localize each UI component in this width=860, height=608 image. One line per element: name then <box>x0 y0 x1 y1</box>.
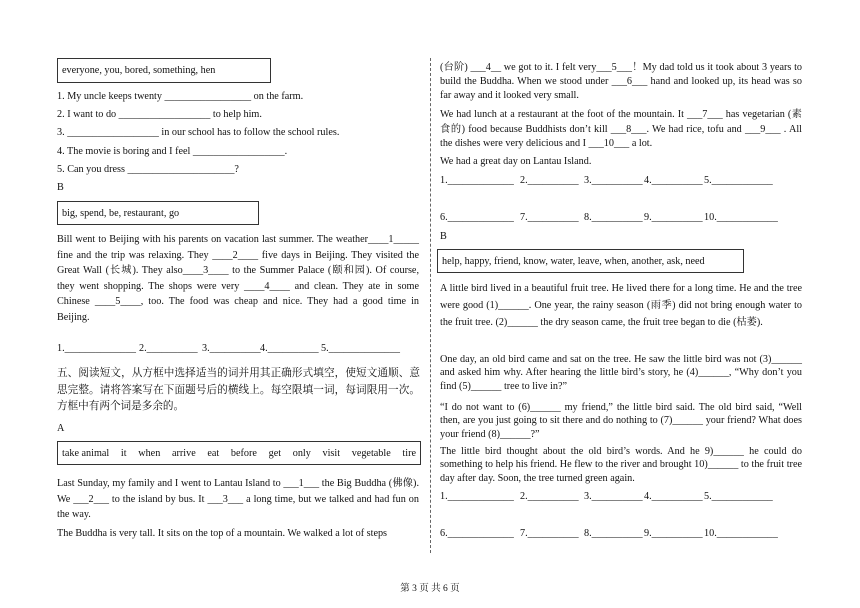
passage-a-part-2: The Buddha is very tall. It sits on the top of a mountain. We walked a lot of steps <box>57 528 388 539</box>
answer-blank: 2.__________ <box>520 491 579 502</box>
word-item: vegetable <box>351 447 391 459</box>
passage-b-part-2: One day, an old bird came and sat on the tree. He saw the little bird was not (3)______ and asked him why. After hearing the little bird’s story, he (4)______, “Why don’t you find (5)______ tree to live in?” <box>440 354 802 392</box>
answer-blank: 3.__________ <box>584 175 643 186</box>
answer-blank: 10.____________ <box>704 212 778 223</box>
answer-blank: 4.__________ <box>644 491 703 502</box>
word-box-4 <box>437 249 744 273</box>
answer-blank: 2.__________ <box>520 175 579 186</box>
passage-b-part-3: “I do not want to (6)______ my friend,” the little bird said. The old bird said, “Well then, are you just going to sit there and do nothing to (7)______ your friend? What does your friend (8)______?” <box>440 402 802 440</box>
answer-blank: 10.____________ <box>704 528 778 539</box>
answer-blank: 5.____________ <box>704 175 773 186</box>
answer-blank: 8.__________ <box>584 212 643 223</box>
passage-b: Bill went to Beijing with his parents on vacation last summer. The weather____1_____ fine and the trip was relaxing. They ____2____ five days in Beijing. They visited the Great Wall (长城). They also____3____ to the Summer Palace (颐和园). Of course, they went shopping. The shops were very ____4____ and clean. They ate in some Chinese ____5____, too. The food was cheap and nice. They had a good time in Beijing. <box>57 234 419 323</box>
section-b-label-right: B <box>440 231 447 242</box>
passage-a-part-5: We had a great day on Lantau Island. <box>440 156 592 167</box>
word-item: eat <box>207 447 220 459</box>
question-2: 2. I want to do __________________ to help him. <box>57 109 262 120</box>
word-item: only <box>292 447 311 459</box>
answer-blank: 6._____________ <box>440 528 514 539</box>
word-item: visit <box>322 447 341 459</box>
word-item: it <box>120 447 127 459</box>
answer-blank: 3.__________ <box>584 491 643 502</box>
answer-blank: 3.__________ <box>202 343 261 354</box>
word-box-1 <box>57 58 271 83</box>
passage-b-part-1: A little bird lived in a beautiful fruit tree. He lived there for a long time. He and the tree were good (1)______. One year, the rainy season (雨季) did not bring enough water to the fruit tree. (2)______ the dry season came, the fruit tree began to die (枯萎). <box>440 283 802 328</box>
answer-blank: 5.____________ <box>704 491 773 502</box>
word-box-1-text: everyone, you, bored, something, hen <box>62 65 216 76</box>
answer-blank: 8.__________ <box>584 528 643 539</box>
word-item: arrive <box>171 447 196 459</box>
word-box-2-text: big, spend, be, restaurant, go <box>62 207 180 219</box>
page-footer: 第 3 页 共 6 页 <box>400 584 460 594</box>
answer-blank: 5.______________ <box>321 343 400 354</box>
passage-a-part-4: We had lunch at a restaurant at the foot of the mountain. It ___7___ has vegetarian (素食的) food because Buddhists don’t kill ___8___. We had rice, tofu and ___9___ . All the dishes were very delicious and I ___10___ a lot. <box>440 109 802 149</box>
column-divider <box>430 58 431 553</box>
answer-blank: 9.__________ <box>644 528 703 539</box>
word-item: when <box>138 447 161 459</box>
section-a-label: A <box>57 423 65 434</box>
section-5-heading: 五、阅读短文，从方框中选择适当的词并用其正确形式填空，使短文通顺、意思完整。请将答案写在下面题号后的横线上。每空限填一词，每词限用一次。方框中有两个词是多余的。 <box>57 367 420 412</box>
section-b-label: B <box>57 182 64 193</box>
answer-blank: 9.__________ <box>644 212 703 223</box>
answer-blank: 1._____________ <box>440 491 514 502</box>
answer-blank: 7.__________ <box>520 212 579 223</box>
word-item: tire <box>402 447 416 459</box>
word-box-4-text: help, happy, friend, know, water, leave, when, another, ask, need <box>442 255 705 267</box>
passage-b-part-4: The little bird thought about the old bird’s words. And he 9)______ he could do something to help his friend. He flew to the river and brought 10)______ to the fruit tree day after day. Soon, the tree turned green again. <box>440 446 802 484</box>
passage-a-part-3: (台阶) ___4__ we got to it. I felt very___5___！My dad told us it took about 3 years to build the Buddha. When we stood under ___6___ hand and looked up, its head was so far away and it looked very small. <box>440 62 802 101</box>
answer-blank: 6._____________ <box>440 212 514 223</box>
word-box-2 <box>57 201 259 225</box>
answer-blank: 7.__________ <box>520 528 579 539</box>
answer-blank: 4.__________ <box>644 175 703 186</box>
word-item: get <box>268 447 282 459</box>
answer-blank: 4.__________ <box>260 343 319 354</box>
answer-blank: 1.______________ <box>57 343 136 354</box>
passage-a-part-1: Last Sunday, my family and I went to Lantau Island to ___1___ the Big Buddha (佛像). We ___2___ to the island by bus. It ___3___ a long time, but we talked and had fun on the way. <box>57 478 419 520</box>
question-5: 5. Can you dress _____________________? <box>57 164 239 175</box>
question-3: 3. __________________ in our school has to follow the school rules. <box>57 127 340 138</box>
word-item: before <box>230 447 257 459</box>
word-box-3 <box>57 441 421 465</box>
answer-blank: 1._____________ <box>440 175 514 186</box>
question-4: 4. The movie is boring and I feel __________________. <box>57 146 288 157</box>
question-1: 1. My uncle keeps twenty _________________ on the farm. <box>57 91 304 102</box>
answer-blank: 2.__________ <box>139 343 198 354</box>
word-item: take animal <box>62 447 110 459</box>
